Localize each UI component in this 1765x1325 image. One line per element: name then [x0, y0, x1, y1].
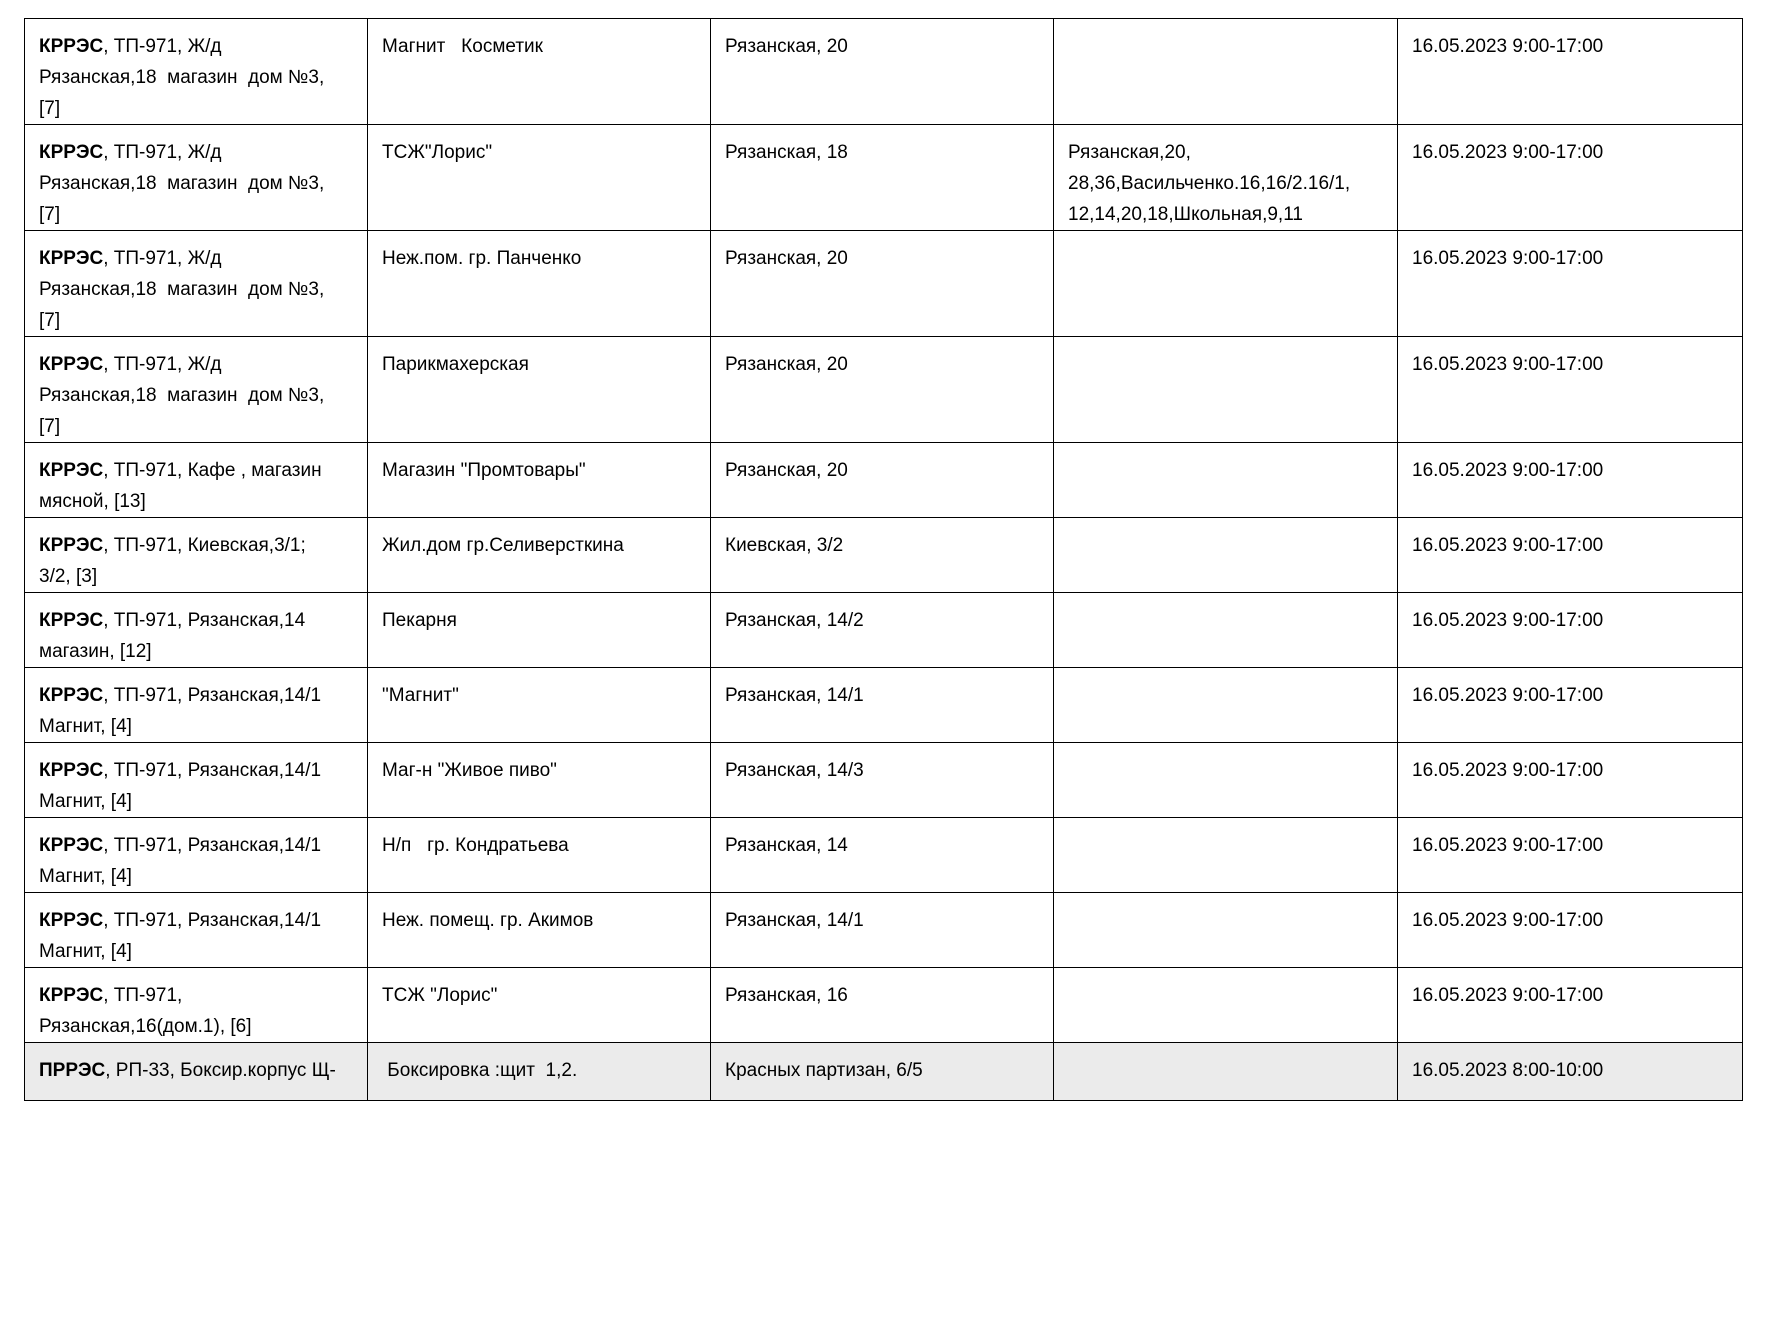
source-cell	[25, 1043, 368, 1101]
source-text: , ТП-971, Ж/д Рязанская,18 магазин дом №3, [7]	[39, 248, 325, 331]
houses-cell	[1054, 443, 1398, 518]
table-row	[25, 231, 1743, 337]
source-text: , ТП-971, Рязанская,14/1 Магнит, [4]	[39, 835, 322, 887]
table-row	[25, 818, 1743, 893]
address-cell: Рязанская, 14	[711, 818, 1054, 893]
address-cell: Рязанская, 16	[711, 968, 1054, 1043]
org-name: КРРЭС	[39, 985, 104, 1006]
source-cell	[25, 593, 368, 668]
source-text: , ТП-971, Рязанская,14 магазин, [12]	[39, 610, 306, 662]
address-cell: Рязанская, 20	[711, 337, 1054, 443]
source-cell	[25, 968, 368, 1043]
houses-cell	[1054, 518, 1398, 593]
consumer-cell: Пекарня	[368, 593, 711, 668]
time-cell: 16.05.2023 9:00-17:00	[1398, 893, 1743, 968]
consumer-cell: ТСЖ "Лорис"	[368, 968, 711, 1043]
consumer-cell: Магазин "Промтовары"	[368, 443, 711, 518]
source-text: , ТП-971, Ж/д Рязанская,18 магазин дом №3, [7]	[39, 36, 325, 119]
houses-cell	[1054, 337, 1398, 443]
houses-cell	[1054, 668, 1398, 743]
outage-table	[24, 18, 1743, 1101]
table-row	[25, 893, 1743, 968]
time-cell: 16.05.2023 9:00-17:00	[1398, 743, 1743, 818]
table-row	[25, 1043, 1743, 1101]
consumer-cell: Неж.пом. гр. Панченко	[368, 231, 711, 337]
time-cell: 16.05.2023 9:00-17:00	[1398, 968, 1743, 1043]
time-cell: 16.05.2023 9:00-17:00	[1398, 593, 1743, 668]
source-cell	[25, 125, 368, 231]
time-cell: 16.05.2023 9:00-17:00	[1398, 125, 1743, 231]
org-name: КРРЭС	[39, 460, 104, 481]
table-row	[25, 593, 1743, 668]
houses-cell	[1054, 743, 1398, 818]
source-cell	[25, 518, 368, 593]
source-text: , ТП-971, Рязанская,14/1 Магнит, [4]	[39, 760, 322, 812]
source-text: , РП-33, Боксир.корпус Щ-	[105, 1060, 336, 1081]
source-text: , ТП-971, Киевская,3/1; 3/2, [3]	[39, 535, 306, 587]
houses-cell: Рязанская,20, 28,36,Васильченко.16,16/2.16/1, 12,14,20,18,Школьная,9,11	[1054, 125, 1398, 231]
org-name: КРРЭС	[39, 354, 104, 375]
time-cell: 16.05.2023 9:00-17:00	[1398, 668, 1743, 743]
consumer-cell: Жил.дом гр.Селиверсткина	[368, 518, 711, 593]
table-row	[25, 668, 1743, 743]
houses-cell	[1054, 893, 1398, 968]
source-cell	[25, 893, 368, 968]
org-name: КРРЭС	[39, 685, 104, 706]
houses-cell	[1054, 818, 1398, 893]
org-name: КРРЭС	[39, 610, 104, 631]
time-cell: 16.05.2023 9:00-17:00	[1398, 337, 1743, 443]
address-cell: Рязанская, 14/1	[711, 893, 1054, 968]
source-cell	[25, 231, 368, 337]
consumer-cell: Маг-н "Живое пиво"	[368, 743, 711, 818]
source-cell	[25, 19, 368, 125]
time-cell: 16.05.2023 9:00-17:00	[1398, 518, 1743, 593]
time-cell: 16.05.2023 9:00-17:00	[1398, 443, 1743, 518]
table-row	[25, 443, 1743, 518]
source-text: , ТП-971, Рязанская,14/1 Магнит, [4]	[39, 685, 322, 737]
table-row	[25, 968, 1743, 1043]
time-cell: 16.05.2023 9:00-17:00	[1398, 818, 1743, 893]
org-name: КРРЭС	[39, 142, 104, 163]
org-name: КРРЭС	[39, 835, 104, 856]
source-text: , ТП-971, Кафе , магазин мясной, [13]	[39, 460, 322, 512]
address-cell: Рязанская, 14/3	[711, 743, 1054, 818]
address-cell: Киевская, 3/2	[711, 518, 1054, 593]
address-cell: Рязанская, 20	[711, 443, 1054, 518]
table-row	[25, 125, 1743, 231]
address-cell: Рязанская, 14/2	[711, 593, 1054, 668]
address-cell: Рязанская, 14/1	[711, 668, 1054, 743]
address-cell: Красных партизан, 6/5	[711, 1043, 1054, 1101]
address-cell: Рязанская, 18	[711, 125, 1054, 231]
source-cell	[25, 743, 368, 818]
table-row	[25, 518, 1743, 593]
source-cell	[25, 337, 368, 443]
source-cell	[25, 818, 368, 893]
source-text: , ТП-971, Ж/д Рязанская,18 магазин дом №3, [7]	[39, 142, 325, 225]
consumer-cell: Неж. помещ. гр. Акимов	[368, 893, 711, 968]
houses-cell	[1054, 231, 1398, 337]
time-cell: 16.05.2023 9:00-17:00	[1398, 19, 1743, 125]
org-name: КРРЭС	[39, 36, 104, 57]
time-cell: 16.05.2023 8:00-10:00	[1398, 1043, 1743, 1101]
org-name: ПРРЭС	[39, 1060, 106, 1081]
table-row	[25, 337, 1743, 443]
houses-cell	[1054, 19, 1398, 125]
houses-cell	[1054, 968, 1398, 1043]
houses-cell	[1054, 593, 1398, 668]
consumer-cell: Магнит Косметик	[368, 19, 711, 125]
consumer-cell: "Магнит"	[368, 668, 711, 743]
consumer-cell: Н/п гр. Кондратьева	[368, 818, 711, 893]
org-name: КРРЭС	[39, 760, 104, 781]
source-text: , ТП-971, Рязанская,16(дом.1), [6]	[39, 985, 252, 1037]
org-name: КРРЭС	[39, 535, 104, 556]
table-row	[25, 743, 1743, 818]
org-name: КРРЭС	[39, 910, 104, 931]
consumer-cell: Парикмахерская	[368, 337, 711, 443]
document-page	[24, 18, 1742, 1101]
consumer-cell: ТСЖ"Лорис"	[368, 125, 711, 231]
source-cell	[25, 668, 368, 743]
houses-cell	[1054, 1043, 1398, 1101]
source-text: , ТП-971, Рязанская,14/1 Магнит, [4]	[39, 910, 322, 962]
table-row	[25, 19, 1743, 125]
time-cell: 16.05.2023 9:00-17:00	[1398, 231, 1743, 337]
source-cell	[25, 443, 368, 518]
source-text: , ТП-971, Ж/д Рязанская,18 магазин дом №3, [7]	[39, 354, 325, 437]
org-name: КРРЭС	[39, 248, 104, 269]
consumer-cell: Боксировка :щит 1,2.	[368, 1043, 711, 1101]
address-cell: Рязанская, 20	[711, 231, 1054, 337]
address-cell: Рязанская, 20	[711, 19, 1054, 125]
